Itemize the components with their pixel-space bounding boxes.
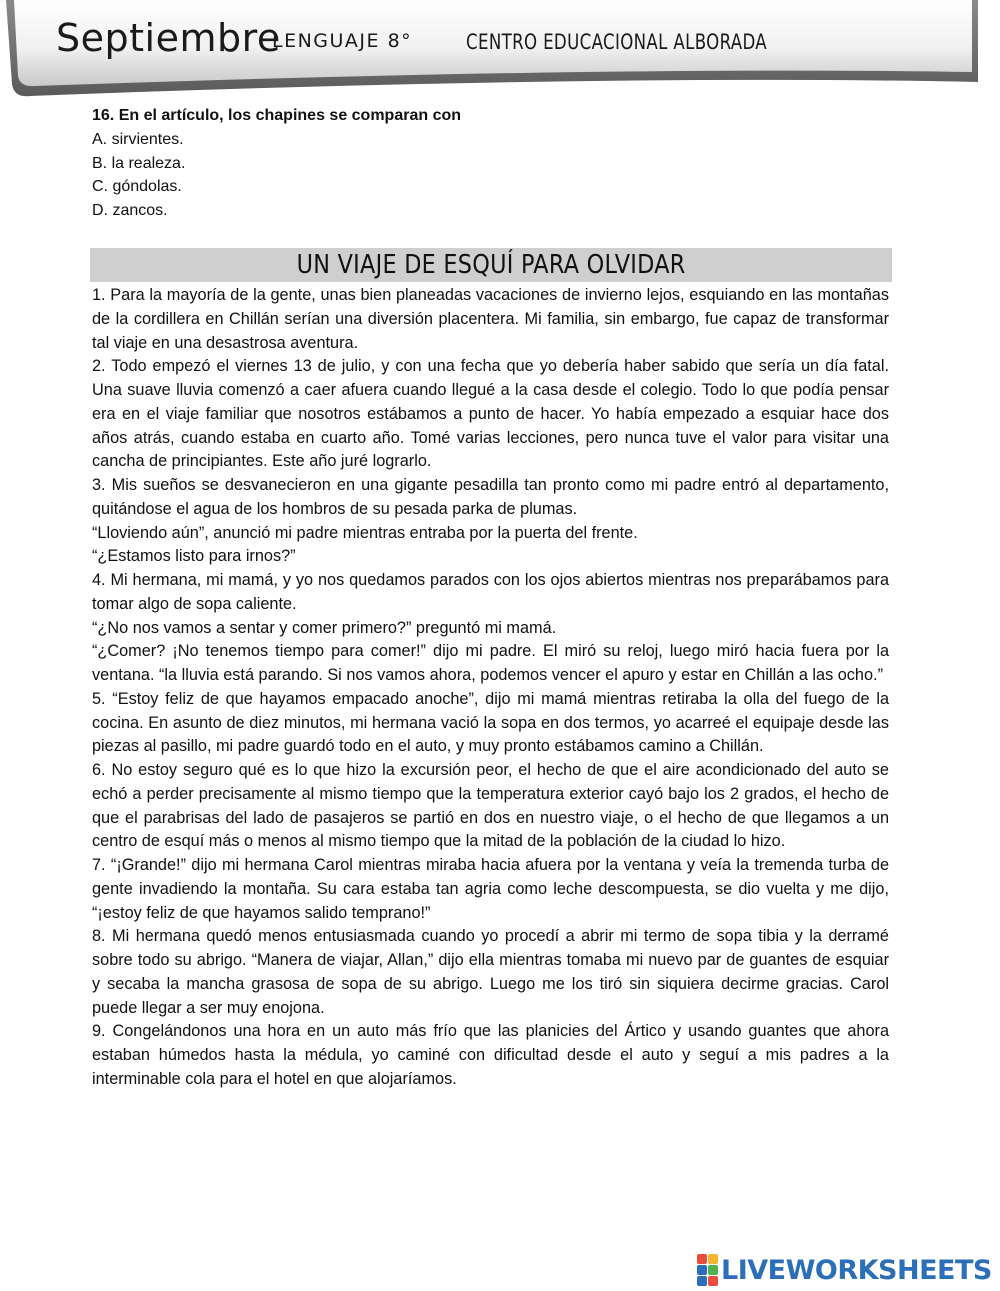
story-paragraph: 9. Congelándonos una hora en un auto más frío que las planicies del Ártico y usando guantes que ahora estaban húmedos hasta la médula, yo caminé con dificultad desde el auto y seguí a mis padres a la interminable cola para el hotel en que alojaríamos. <box>92 1022 889 1088</box>
logo-cube <box>697 1254 707 1264</box>
question-block <box>92 104 892 223</box>
logo-cube <box>708 1254 718 1264</box>
story-paragraph: 5. “Estoy feliz de que hayamos empacado anoche”, dijo mi mamá mientras retiraba la olla del fuego de la cocina. En asunto de diez minutos, mi hermana vació la sopa en dos termos, yo acarreé el equipaje desde las piezas al pasillo, mi padre guardó todo en el auto, y muy pronto estábamos camino a Chillán. <box>92 689 889 756</box>
question-option-b: B. la realeza. <box>92 154 186 172</box>
story-paragraph: “¿No nos vamos a sentar y comer primero?” preguntó mi mamá. <box>92 618 557 637</box>
story-paragraph: 2. Todo empezó el viernes 13 de julio, y con una fecha que yo debería haber sabido que sería un día fatal. Una suave lluvia comenzó a caer afuera cuando llegué a la casa desde el colegio. Todo lo que podía pensar era en el viaje familiar que nosotros estábamos a punto de hacer. Yo había empezado a esquiar hace dos años atrás, cuando estaba en cuarto año. Tomé varias lecciones, pero nunca tuve el valor para visitar una cancha de principiantes. Este año juré lograrlo. <box>92 357 889 471</box>
header-school-name: CENTRO EDUCACIONAL ALBORADA <box>466 30 768 54</box>
header-subject: LENGUAJE 8° <box>272 30 413 52</box>
liveworksheets-brand: LIVEWORKSHEETS <box>721 1254 992 1286</box>
story-title: UN VIAJE DE ESQUÍ PARA OLVIDAR <box>296 250 686 280</box>
story-paragraph: 1. Para la mayoría de la gente, unas bien planeadas vacaciones de invierno lejos, esquiando en las montañas de la cordillera en Chillán serían una diversión placentera. Mi familia, sin embargo, fue capaz de transformar tal viaje en una desastrosa aventura. <box>92 286 889 352</box>
liveworksheets-logo[interactable] <box>697 1256 992 1284</box>
story-paragraph: “¿Estamos listo para irnos?” <box>92 547 296 566</box>
story-paragraph: 8. Mi hermana quedó menos entusiasmada cuando yo procedí a abrir mi termo de sopa tibia y la derramé sobre todo su abrigo. “Manera de viajar, Allan,” dijo ella mientras tomaba mi nuevo par de guantes de esquiar y secaba la mancha grasosa de sopa de su abrigo. Luego me los tiró sin siquiera decirme gracias. Carol puede llegar a ser muy enojona. <box>92 927 889 1017</box>
story-title-bar <box>90 248 892 282</box>
story-text <box>92 284 889 1092</box>
question-option-a: A. sirvientes. <box>92 130 184 148</box>
liveworksheets-cubes-icon <box>697 1254 718 1286</box>
logo-cube <box>708 1265 718 1275</box>
story-paragraph: 4. Mi hermana, mi mamá, y yo nos quedamos parados con los ojos abiertos mientras nos preparábamos para tomar algo de sopa caliente. <box>92 571 889 613</box>
story-paragraph: 6. No estoy seguro qué es lo que hizo la excursión peor, el hecho de que el aire acondicionado del auto se echó a perder precisamente al mismo tiempo que la temperatura exterior cayó bajo los 2 grados, el hecho de que el parabrisas del lado de pasajeros se partió en dos en nuestro viaje, o el hecho de que llegamos a un centro de esquí más o menos al mismo tiempo que la mitad de la población de la ciudad lo hizo. <box>92 761 889 851</box>
logo-cube <box>697 1265 707 1275</box>
header-month: Septiembre <box>56 16 281 60</box>
question-option-c: C. góndolas. <box>92 178 182 196</box>
question-title: 16. En el artículo, los chapines se comparan con <box>92 107 462 124</box>
story-paragraph: 7. “¡Grande!” dijo mi hermana Carol mientras miraba hacia afuera por la ventana y veía la tremenda turba de gente invadiendo la montaña. Su cara estaba tan agria como leche descompuesta, se dio vuelta y me dijo, “¡estoy feliz de que hayamos salido temprano!” <box>92 856 889 922</box>
logo-cube <box>697 1276 707 1286</box>
logo-cube <box>708 1276 718 1286</box>
story-paragraph: “¿Comer? ¡No tenemos tiempo para comer!” dijo mi padre. El miró su reloj, luego miró hacia fuera por la ventana. “la lluvia está parando. Si nos vamos ahora, podemos vencer el apuro y estar en Chillán a las ocho.” <box>92 642 889 684</box>
story-paragraph: “Lloviendo aún”, anunció mi padre mientras entraba por la puerta del frente. <box>92 523 638 542</box>
question-option-d: D. zancos. <box>92 202 168 220</box>
story-paragraph: 3. Mis sueños se desvanecieron en una gigante pesadilla tan pronto como mi padre entró al departamento, quitándose el agua de los hombros de su pesada parka de plumas. <box>92 476 889 518</box>
